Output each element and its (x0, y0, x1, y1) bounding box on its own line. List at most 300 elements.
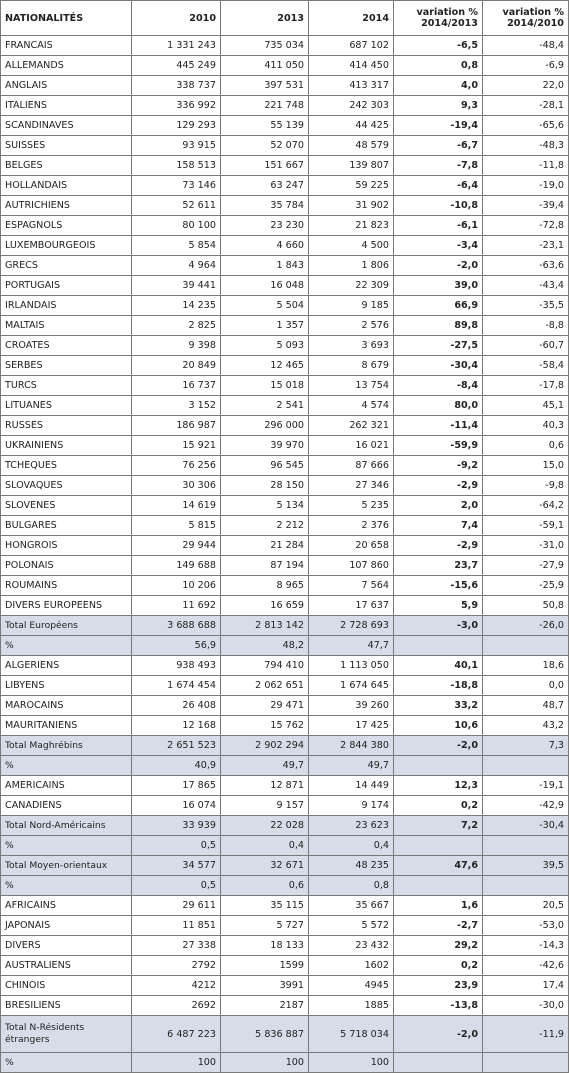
nationality-cell: LITUANES (1, 396, 132, 416)
variation-2014-2010-cell: 22,0 (483, 76, 569, 96)
header-2010: 2010 (132, 1, 221, 36)
variation-2014-2013-cell: -6,5 (394, 36, 483, 56)
value-2014-cell: 48 235 (309, 856, 394, 876)
value-2010-cell: 338 737 (132, 76, 221, 96)
variation-2014-2010-cell: -31,0 (483, 536, 569, 556)
variation-2014-2010-cell: -6,9 (483, 56, 569, 76)
table-row (1, 676, 569, 696)
value-2014-cell: 17 637 (309, 596, 394, 616)
value-2014-cell: 23 623 (309, 816, 394, 836)
value-2013-cell: 151 667 (221, 156, 309, 176)
value-2013-cell: 15 762 (221, 716, 309, 736)
nationality-cell: MAURITANIENS (1, 716, 132, 736)
variation-2014-2010-cell: -72,8 (483, 216, 569, 236)
variation-2014-2013-cell: -11,4 (394, 416, 483, 436)
nationality-cell: SERBES (1, 356, 132, 376)
value-2013-cell: 16 048 (221, 276, 309, 296)
value-2010-cell: 2 651 523 (132, 736, 221, 756)
value-2014-cell: 59 225 (309, 176, 394, 196)
value-2013-cell: 1 357 (221, 316, 309, 336)
variation-2014-2010-cell: 50,8 (483, 596, 569, 616)
value-2013-cell: 4 660 (221, 236, 309, 256)
variation-2014-2010-cell: 40,3 (483, 416, 569, 436)
nationality-cell: Total Moyen-orientaux (1, 856, 132, 876)
value-2014-cell: 5 235 (309, 496, 394, 516)
value-2010-cell: 15 921 (132, 436, 221, 456)
value-2013-cell: 2 212 (221, 516, 309, 536)
value-2013-cell: 296 000 (221, 416, 309, 436)
value-2013-cell: 411 050 (221, 56, 309, 76)
value-2013-cell: 9 157 (221, 796, 309, 816)
nationality-cell: ITALIENS (1, 96, 132, 116)
variation-2014-2013-cell: -2,0 (394, 1016, 483, 1053)
nationality-cell: PORTUGAIS (1, 276, 132, 296)
value-2013-cell: 12 871 (221, 776, 309, 796)
value-2014-cell: 13 754 (309, 376, 394, 396)
value-2013-cell: 49,7 (221, 756, 309, 776)
value-2014-cell: 5 572 (309, 916, 394, 936)
total-row (1, 856, 569, 876)
value-2014-cell: 2 376 (309, 516, 394, 536)
table-row (1, 996, 569, 1016)
value-2010-cell: 445 249 (132, 56, 221, 76)
variation-2014-2010-cell: -9,8 (483, 476, 569, 496)
nationality-cell: CROATES (1, 336, 132, 356)
variation-2014-2013-cell: 39,0 (394, 276, 483, 296)
nationality-cell: DIVERS (1, 936, 132, 956)
value-2010-cell: 20 849 (132, 356, 221, 376)
nationality-cell: AMERICAINS (1, 776, 132, 796)
nationality-cell: AFRICAINS (1, 896, 132, 916)
value-2010-cell: 1 331 243 (132, 36, 221, 56)
variation-2014-2013-cell: 47,6 (394, 856, 483, 876)
nationality-cell: TURCS (1, 376, 132, 396)
value-2010-cell: 2792 (132, 956, 221, 976)
value-2014-cell: 139 807 (309, 156, 394, 176)
variation-2014-2013-cell: 40,1 (394, 656, 483, 676)
value-2013-cell: 39 970 (221, 436, 309, 456)
value-2013-cell: 18 133 (221, 936, 309, 956)
value-2014-cell: 2 576 (309, 316, 394, 336)
value-2010-cell: 34 577 (132, 856, 221, 876)
value-2014-cell: 413 317 (309, 76, 394, 96)
header-variation-line1: variation % (416, 7, 478, 18)
value-2010-cell: 1 674 454 (132, 676, 221, 696)
variation-2014-2010-cell: -23,1 (483, 236, 569, 256)
value-2014-cell: 48 579 (309, 136, 394, 156)
table-row (1, 796, 569, 816)
nationality-cell: % (1, 836, 132, 856)
value-2010-cell: 73 146 (132, 176, 221, 196)
value-2014-cell: 8 679 (309, 356, 394, 376)
table-row (1, 356, 569, 376)
value-2013-cell: 21 284 (221, 536, 309, 556)
value-2013-cell: 12 465 (221, 356, 309, 376)
header-variation-2014-2010 (483, 1, 569, 36)
table-row (1, 576, 569, 596)
value-2010-cell: 40,9 (132, 756, 221, 776)
value-2010-cell: 4 964 (132, 256, 221, 276)
table-row (1, 96, 569, 116)
nationality-cell: AUTRICHIENS (1, 196, 132, 216)
table-row (1, 556, 569, 576)
variation-2014-2013-cell: -3,0 (394, 616, 483, 636)
variation-2014-2010-cell: 43,2 (483, 716, 569, 736)
value-2014-cell: 27 346 (309, 476, 394, 496)
variation-2014-2010-cell (483, 756, 569, 776)
total-row (1, 1016, 569, 1053)
table-row (1, 156, 569, 176)
table-row (1, 256, 569, 276)
nationality-cell: RUSSES (1, 416, 132, 436)
value-2013-cell: 397 531 (221, 76, 309, 96)
variation-2014-2013-cell: 0,2 (394, 956, 483, 976)
variation-2014-2010-cell: 39,5 (483, 856, 569, 876)
value-2013-cell: 1599 (221, 956, 309, 976)
variation-2014-2010-cell: -65,6 (483, 116, 569, 136)
value-2014-cell: 39 260 (309, 696, 394, 716)
table-row (1, 196, 569, 216)
variation-2014-2010-cell: 15,0 (483, 456, 569, 476)
percent-row (1, 836, 569, 856)
value-2014-cell: 9 174 (309, 796, 394, 816)
value-2014-cell: 107 860 (309, 556, 394, 576)
variation-2014-2013-cell: -2,9 (394, 476, 483, 496)
value-2010-cell: 76 256 (132, 456, 221, 476)
table-row (1, 696, 569, 716)
value-2013-cell: 22 028 (221, 816, 309, 836)
variation-2014-2010-cell: -19,1 (483, 776, 569, 796)
table-row (1, 956, 569, 976)
variation-2014-2010-cell (483, 636, 569, 656)
table-row (1, 976, 569, 996)
value-2010-cell: 29 944 (132, 536, 221, 556)
variation-2014-2013-cell: 80,0 (394, 396, 483, 416)
nationality-cell: UKRAINIENS (1, 436, 132, 456)
variation-2014-2013-cell: 0,8 (394, 56, 483, 76)
value-2013-cell: 63 247 (221, 176, 309, 196)
value-2014-cell: 2 844 380 (309, 736, 394, 756)
table-row (1, 376, 569, 396)
value-2014-cell: 242 303 (309, 96, 394, 116)
percent-row (1, 876, 569, 896)
table-row (1, 176, 569, 196)
value-2013-cell: 3991 (221, 976, 309, 996)
value-2010-cell: 14 235 (132, 296, 221, 316)
value-2010-cell: 56,9 (132, 636, 221, 656)
header-variation-line2: 2014/2013 (421, 18, 478, 29)
value-2013-cell: 5 836 887 (221, 1016, 309, 1053)
variation-2014-2010-cell: 17,4 (483, 976, 569, 996)
variation-2014-2013-cell: -8,4 (394, 376, 483, 396)
value-2013-cell: 2 902 294 (221, 736, 309, 756)
value-2014-cell: 16 021 (309, 436, 394, 456)
value-2013-cell: 52 070 (221, 136, 309, 156)
variation-2014-2010-cell: -53,0 (483, 916, 569, 936)
table-row (1, 476, 569, 496)
variation-2014-2013-cell: -2,0 (394, 256, 483, 276)
nationality-cell: BELGES (1, 156, 132, 176)
variation-2014-2010-cell: -14,3 (483, 936, 569, 956)
nationality-cell: BULGARES (1, 516, 132, 536)
nationality-cell: ANGLAIS (1, 76, 132, 96)
value-2014-cell: 7 564 (309, 576, 394, 596)
table-row (1, 456, 569, 476)
value-2010-cell: 80 100 (132, 216, 221, 236)
variation-2014-2013-cell: -18,8 (394, 676, 483, 696)
variation-2014-2010-cell: 20,5 (483, 896, 569, 916)
variation-2014-2013-cell: 5,9 (394, 596, 483, 616)
header-variation-line2: 2014/2010 (507, 18, 564, 29)
variation-2014-2013-cell: -2,7 (394, 916, 483, 936)
variation-2014-2013-cell: -6,4 (394, 176, 483, 196)
variation-2014-2010-cell: 48,7 (483, 696, 569, 716)
variation-2014-2010-cell: -43,4 (483, 276, 569, 296)
variation-2014-2013-cell (394, 836, 483, 856)
table-row (1, 536, 569, 556)
variation-2014-2013-cell: 2,0 (394, 496, 483, 516)
nationality-cell: JAPONAIS (1, 916, 132, 936)
nationality-cell: ALGERIENS (1, 656, 132, 676)
variation-2014-2010-cell: 18,6 (483, 656, 569, 676)
value-2014-cell: 0,8 (309, 876, 394, 896)
variation-2014-2013-cell: -3,4 (394, 236, 483, 256)
value-2014-cell: 9 185 (309, 296, 394, 316)
variation-2014-2013-cell: -10,8 (394, 196, 483, 216)
value-2013-cell: 16 659 (221, 596, 309, 616)
value-2014-cell: 1 806 (309, 256, 394, 276)
variation-2014-2010-cell: -48,3 (483, 136, 569, 156)
value-2010-cell: 5 854 (132, 236, 221, 256)
variation-2014-2013-cell: 66,9 (394, 296, 483, 316)
variation-2014-2013-cell: -2,0 (394, 736, 483, 756)
variation-2014-2010-cell: 45,1 (483, 396, 569, 416)
value-2010-cell: 3 688 688 (132, 616, 221, 636)
nationality-cell: Total Européens (1, 616, 132, 636)
value-2014-cell: 31 902 (309, 196, 394, 216)
value-2014-cell: 35 667 (309, 896, 394, 916)
table-row (1, 896, 569, 916)
value-2010-cell: 10 206 (132, 576, 221, 596)
value-2014-cell: 414 450 (309, 56, 394, 76)
table-row (1, 136, 569, 156)
variation-2014-2013-cell: 23,9 (394, 976, 483, 996)
value-2014-cell: 4 500 (309, 236, 394, 256)
variation-2014-2010-cell: -64,2 (483, 496, 569, 516)
value-2013-cell: 1 843 (221, 256, 309, 276)
total-row (1, 816, 569, 836)
total-row (1, 736, 569, 756)
variation-2014-2010-cell: -8,8 (483, 316, 569, 336)
value-2010-cell: 0,5 (132, 876, 221, 896)
nationality-cell: LUXEMBOURGEOIS (1, 236, 132, 256)
percent-row (1, 756, 569, 776)
variation-2014-2010-cell: -11,9 (483, 1016, 569, 1053)
variation-2014-2013-cell: -6,7 (394, 136, 483, 156)
variation-2014-2010-cell: -35,5 (483, 296, 569, 316)
table-row (1, 436, 569, 456)
value-2014-cell: 47,7 (309, 636, 394, 656)
value-2014-cell: 2 728 693 (309, 616, 394, 636)
value-2010-cell: 33 939 (132, 816, 221, 836)
value-2013-cell: 0,6 (221, 876, 309, 896)
table-row (1, 336, 569, 356)
value-2010-cell: 2692 (132, 996, 221, 1016)
variation-2014-2013-cell: -6,1 (394, 216, 483, 236)
variation-2014-2013-cell: -59,9 (394, 436, 483, 456)
variation-2014-2010-cell: -11,8 (483, 156, 569, 176)
value-2013-cell: 5 504 (221, 296, 309, 316)
nationality-cell: IRLANDAIS (1, 296, 132, 316)
nationality-cell: LIBYENS (1, 676, 132, 696)
value-2014-cell: 0,4 (309, 836, 394, 856)
value-2013-cell: 55 139 (221, 116, 309, 136)
value-2013-cell: 32 671 (221, 856, 309, 876)
nationality-cell: HOLLANDAIS (1, 176, 132, 196)
value-2010-cell: 29 611 (132, 896, 221, 916)
value-2014-cell: 262 321 (309, 416, 394, 436)
variation-2014-2013-cell: -15,6 (394, 576, 483, 596)
variation-2014-2010-cell: -60,7 (483, 336, 569, 356)
value-2013-cell: 48,2 (221, 636, 309, 656)
value-2014-cell: 1 674 645 (309, 676, 394, 696)
table-row (1, 496, 569, 516)
table-row (1, 516, 569, 536)
variation-2014-2010-cell: -58,4 (483, 356, 569, 376)
table-row (1, 296, 569, 316)
variation-2014-2013-cell: -27,5 (394, 336, 483, 356)
nationality-cell: FRANCAIS (1, 36, 132, 56)
variation-2014-2010-cell: 0,0 (483, 676, 569, 696)
value-2013-cell: 2 813 142 (221, 616, 309, 636)
table-row (1, 916, 569, 936)
value-2013-cell: 0,4 (221, 836, 309, 856)
nationality-cell: Total Nord-Américains (1, 816, 132, 836)
variation-2014-2013-cell (394, 756, 483, 776)
value-2013-cell: 87 194 (221, 556, 309, 576)
nationality-cell: GRECS (1, 256, 132, 276)
variation-2014-2010-cell: -59,1 (483, 516, 569, 536)
variation-2014-2010-cell: -17,8 (483, 376, 569, 396)
nationality-cell: % (1, 876, 132, 896)
variation-2014-2013-cell: 29,2 (394, 936, 483, 956)
value-2014-cell: 23 432 (309, 936, 394, 956)
value-2013-cell: 735 034 (221, 36, 309, 56)
variation-2014-2010-cell: 7,3 (483, 736, 569, 756)
table-row (1, 276, 569, 296)
variation-2014-2013-cell: 0,2 (394, 796, 483, 816)
variation-2014-2013-cell (394, 876, 483, 896)
value-2014-cell: 22 309 (309, 276, 394, 296)
value-2010-cell: 11 851 (132, 916, 221, 936)
value-2010-cell: 158 513 (132, 156, 221, 176)
value-2013-cell: 5 727 (221, 916, 309, 936)
value-2013-cell: 5 134 (221, 496, 309, 516)
table-row (1, 36, 569, 56)
variation-2014-2013-cell: 89,8 (394, 316, 483, 336)
value-2010-cell: 11 692 (132, 596, 221, 616)
value-2010-cell: 3 152 (132, 396, 221, 416)
nationality-cell: ALLEMANDS (1, 56, 132, 76)
total-row (1, 616, 569, 636)
variation-2014-2010-cell: -30,4 (483, 816, 569, 836)
value-2014-cell: 5 718 034 (309, 1016, 394, 1053)
variation-2014-2013-cell: -13,8 (394, 996, 483, 1016)
nationality-cell: SLOVAQUES (1, 476, 132, 496)
nationality-cell: % (1, 636, 132, 656)
variation-2014-2010-cell: -42,6 (483, 956, 569, 976)
value-2010-cell: 938 493 (132, 656, 221, 676)
value-2013-cell: 15 018 (221, 376, 309, 396)
value-2013-cell: 96 545 (221, 456, 309, 476)
variation-2014-2013-cell: 9,3 (394, 96, 483, 116)
nationality-cell: SLOVENES (1, 496, 132, 516)
nationality-cell: TCHEQUES (1, 456, 132, 476)
variation-2014-2010-cell: -63,6 (483, 256, 569, 276)
value-2013-cell: 5 093 (221, 336, 309, 356)
nationality-cell: % (1, 756, 132, 776)
value-2010-cell: 6 487 223 (132, 1016, 221, 1053)
table-row (1, 716, 569, 736)
nationality-cell: Total N-Résidents étrangers (1, 1016, 132, 1053)
variation-2014-2013-cell: 23,7 (394, 556, 483, 576)
value-2013-cell: 23 230 (221, 216, 309, 236)
header-2014: 2014 (309, 1, 394, 36)
header-2013: 2013 (221, 1, 309, 36)
variation-2014-2010-cell: -30,0 (483, 996, 569, 1016)
variation-2014-2010-cell: -48,4 (483, 36, 569, 56)
variation-2014-2013-cell: 1,6 (394, 896, 483, 916)
nationality-cell: ROUMAINS (1, 576, 132, 596)
value-2010-cell: 12 168 (132, 716, 221, 736)
variation-2014-2013-cell: -9,2 (394, 456, 483, 476)
nationality-cell: AUSTRALIENS (1, 956, 132, 976)
header-nationalites: NATIONALITÉS (1, 1, 132, 36)
header-variation-line1: variation % (502, 7, 564, 18)
value-2010-cell: 17 865 (132, 776, 221, 796)
value-2010-cell: 186 987 (132, 416, 221, 436)
value-2013-cell: 100 (221, 1053, 309, 1073)
table-row (1, 936, 569, 956)
value-2010-cell: 26 408 (132, 696, 221, 716)
value-2010-cell: 27 338 (132, 936, 221, 956)
table-row (1, 236, 569, 256)
value-2010-cell: 4212 (132, 976, 221, 996)
value-2014-cell: 1885 (309, 996, 394, 1016)
value-2013-cell: 2 062 651 (221, 676, 309, 696)
value-2010-cell: 336 992 (132, 96, 221, 116)
percent-row (1, 1053, 569, 1073)
table-row (1, 416, 569, 436)
value-2014-cell: 44 425 (309, 116, 394, 136)
header-row (1, 1, 569, 36)
value-2014-cell: 4945 (309, 976, 394, 996)
variation-2014-2010-cell: -27,9 (483, 556, 569, 576)
value-2010-cell: 14 619 (132, 496, 221, 516)
variation-2014-2010-cell (483, 876, 569, 896)
value-2010-cell: 5 815 (132, 516, 221, 536)
nationality-cell: MALTAIS (1, 316, 132, 336)
variation-2014-2013-cell: 10,6 (394, 716, 483, 736)
value-2014-cell: 3 693 (309, 336, 394, 356)
value-2010-cell: 16 074 (132, 796, 221, 816)
table-row (1, 656, 569, 676)
variation-2014-2010-cell: -28,1 (483, 96, 569, 116)
value-2014-cell: 4 574 (309, 396, 394, 416)
value-2010-cell: 93 915 (132, 136, 221, 156)
value-2010-cell: 149 688 (132, 556, 221, 576)
table-row (1, 56, 569, 76)
